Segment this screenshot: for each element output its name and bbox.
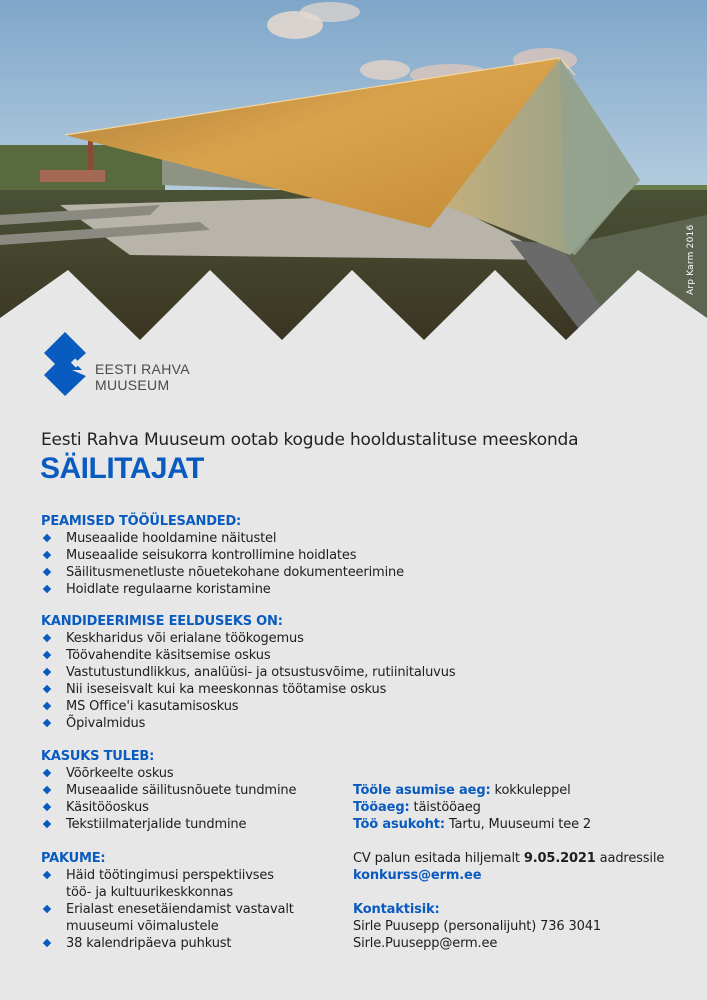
section-advantages xyxy=(41,748,296,833)
list-item: Erialast enesetäiendamist vastavalt muuseumi võimalustele xyxy=(41,901,294,935)
list-item: Museaalide säilitusnõuete tundmine xyxy=(41,782,296,799)
diamond-bullet-icon xyxy=(43,702,51,710)
contact-name-phone: Sirle Puusepp (personalijuht) 736 3041 xyxy=(353,919,601,934)
start-date-row xyxy=(353,782,591,799)
diamond-bullet-icon xyxy=(43,786,51,794)
hero-photo xyxy=(0,0,707,345)
section-title: KASUKS TULEB: xyxy=(41,749,155,764)
requirements-list xyxy=(41,630,455,732)
list-item: Vastutustundlikkus, analüüsi- ja otsustusvõime, rutiinitaluvus xyxy=(41,664,455,681)
diamond-bullet-icon xyxy=(43,585,51,593)
list-item: Nii iseseisvalt kui ka meeskonnas töötamise oskus xyxy=(41,681,455,698)
list-item: Keskharidus või erialane töökogemus xyxy=(41,630,455,647)
tasks-list xyxy=(41,530,404,598)
logo-line2: MUUSEUM xyxy=(95,377,170,393)
page-title: SÄILITAJAT xyxy=(40,452,204,485)
location-row xyxy=(353,816,591,833)
museum-building-image xyxy=(0,0,707,345)
offer-list xyxy=(41,867,294,952)
list-item: Õpivalmidus xyxy=(41,715,455,732)
logo[interactable] xyxy=(42,332,192,398)
location-label: Töö asukoht: xyxy=(353,817,445,832)
section-title: KANDIDEERIMISE EELDUSEKS ON: xyxy=(41,614,283,629)
list-item: Häid töötingimusi perspektiivses töö- ja kultuurikeskkonnas xyxy=(41,867,294,901)
diamond-bullet-icon xyxy=(43,939,51,947)
diamond-bullet-icon xyxy=(43,905,51,913)
contact-info xyxy=(353,901,601,952)
list-item: MS Office'i kasutamisoskus xyxy=(41,698,455,715)
list-item: Võõrkeelte oskus xyxy=(41,765,296,782)
application-info xyxy=(353,850,664,884)
application-text: CV palun esitada hiljemalt 9.05.2021 aadressile xyxy=(353,851,665,866)
diamond-bullet-icon xyxy=(43,568,51,576)
contact-label: Kontaktisik: xyxy=(353,902,440,917)
diamond-bullet-icon xyxy=(43,551,51,559)
work-hours-value: täistööaeg xyxy=(413,800,481,815)
section-requirements xyxy=(41,613,455,732)
start-date-label: Tööle asumise aeg: xyxy=(353,783,491,798)
diamond-bullet-icon xyxy=(43,685,51,693)
list-item: Töövahendite käsitsemise oskus xyxy=(41,647,455,664)
job-details xyxy=(353,782,591,833)
section-offer xyxy=(41,850,294,952)
logo-line1: EESTI RAHVA xyxy=(95,361,190,377)
section-tasks xyxy=(41,513,404,598)
contact-email-link[interactable]: Sirle.Puusepp@erm.ee xyxy=(353,936,498,951)
diamond-bullet-icon xyxy=(43,651,51,659)
erm-logo-icon xyxy=(42,332,88,396)
list-item: Hoidlate regulaarne koristamine xyxy=(41,581,404,598)
deadline: 9.05.2021 xyxy=(523,851,596,866)
list-item: Säilitusmenetluste nõuetekohane dokumenteerimine xyxy=(41,564,404,581)
work-hours-row xyxy=(353,799,591,816)
list-item: Museaalide hooldamine näitustel xyxy=(41,530,404,547)
diamond-bullet-icon xyxy=(43,820,51,828)
work-hours-label: Tööaeg: xyxy=(353,800,410,815)
diamond-bullet-icon xyxy=(43,634,51,642)
diamond-bullet-icon xyxy=(43,871,51,879)
diamond-bullet-icon xyxy=(43,534,51,542)
photo-credit: Arp Karm 2016 xyxy=(686,224,696,295)
diamond-bullet-icon xyxy=(43,668,51,676)
list-item: 38 kalendripäeva puhkust xyxy=(41,935,294,952)
diamond-bullet-icon xyxy=(43,803,51,811)
advantages-list xyxy=(41,765,296,833)
list-item: Tekstiilmaterjalide tundmine xyxy=(41,816,296,833)
section-title: PEAMISED TÖÖÜLESANDED: xyxy=(41,514,242,529)
diamond-bullet-icon xyxy=(43,769,51,777)
location-value: Tartu, Muuseumi tee 2 xyxy=(448,817,592,832)
intro-text: Eesti Rahva Muuseum ootab kogude hooldustalituse meeskonda xyxy=(41,430,579,450)
diamond-bullet-icon xyxy=(43,719,51,727)
start-date-value: kokkuleppel xyxy=(494,783,571,798)
section-title: PAKUME: xyxy=(41,851,106,866)
list-item: Museaalide seisukorra kontrollimine hoidlates xyxy=(41,547,404,564)
logo-wordmark xyxy=(95,361,190,393)
application-email-link[interactable]: konkurss@erm.ee xyxy=(353,868,482,883)
list-item: Käsitööoskus xyxy=(41,799,296,816)
